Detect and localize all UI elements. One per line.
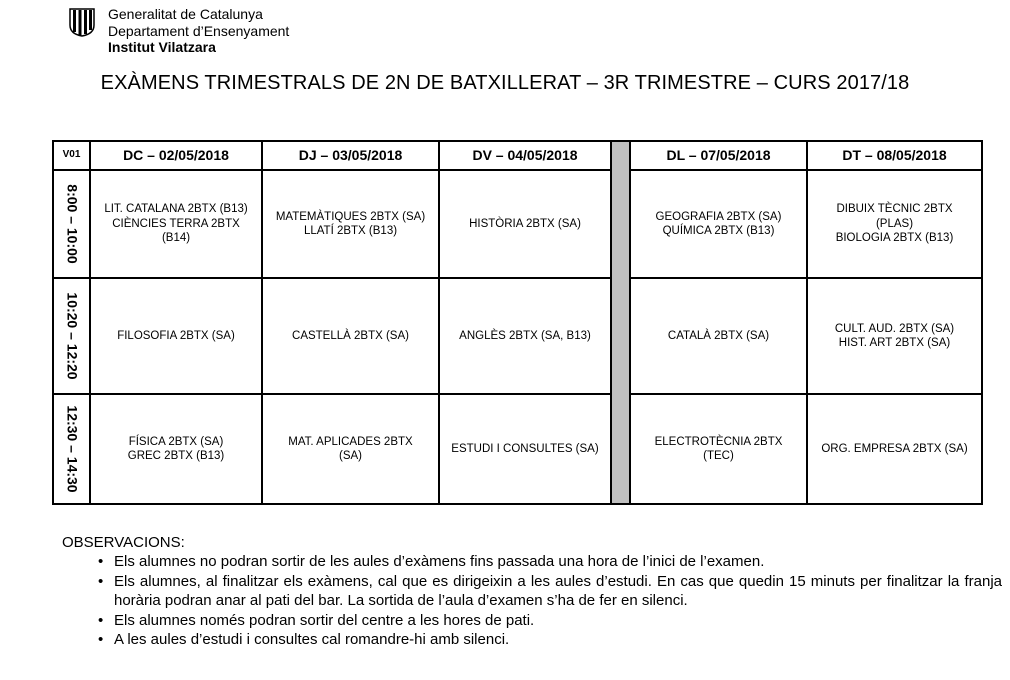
exam-line: ANGLÈS 2BTX (SA, B13) bbox=[459, 329, 591, 342]
exam-cell bbox=[262, 170, 439, 278]
exam-cell bbox=[630, 394, 807, 504]
generalitat-logo-icon bbox=[68, 7, 96, 37]
organization-block bbox=[108, 6, 289, 56]
observations-title: OBSERVACIONS: bbox=[62, 534, 185, 551]
exam-line: LIT. CATALANA 2BTX (B13) bbox=[104, 203, 248, 216]
list-item: • Els alumnes només podran sortir del centre a les hores de pati. bbox=[114, 611, 1002, 631]
exam-line: MAT. APLICADES 2BTX bbox=[288, 435, 413, 448]
exam-line: CIÈNCIES TERRA 2BTX bbox=[112, 217, 240, 230]
page-title: EXÀMENS TRIMESTRALS DE 2N DE BATXILLERAT – 3R TRIMESTRE – CURS 2017/18 bbox=[100, 72, 910, 94]
exam-line: CATALÀ 2BTX (SA) bbox=[667, 329, 770, 342]
exam-cell bbox=[630, 170, 807, 278]
org-name: Generalitat de Catalunya bbox=[108, 6, 263, 22]
time-slot-label: 12:30 – 14:30 bbox=[63, 405, 80, 493]
version-code: V01 bbox=[53, 141, 90, 170]
exam-line: FILOSOFIA 2BTX (SA) bbox=[117, 329, 235, 342]
exam-line: ORG. EMPRESA 2BTX (SA) bbox=[821, 442, 968, 455]
time-slot-cell bbox=[53, 170, 90, 278]
table-row bbox=[53, 278, 982, 394]
day-header: DJ – 03/05/2018 bbox=[262, 141, 439, 170]
exam-line: (SA) bbox=[339, 450, 362, 462]
time-slot-label: 10:20 – 12:20 bbox=[63, 292, 80, 380]
day-header: DT – 08/05/2018 bbox=[807, 141, 982, 170]
exam-line: BIOLOGIA 2BTX (B13) bbox=[835, 232, 954, 245]
time-slot-label: 8:00 – 10:00 bbox=[63, 184, 80, 264]
day-header: DV – 04/05/2018 bbox=[439, 141, 611, 170]
weekend-separator bbox=[611, 141, 630, 504]
exam-line: (B14) bbox=[161, 232, 191, 245]
observations-list bbox=[84, 552, 1002, 650]
time-slot-cell bbox=[53, 394, 90, 504]
exam-cell bbox=[439, 278, 611, 394]
list-item: • Els alumnes, al finalitzar els exàmens, cal que es dirigeixin a les aules d’estudi. En cas que quedin 15 minuts per finalitzar la franja horària podran anar al pati del bar. La sortida de l’aula d’examen s’ha de fer en silenci. bbox=[114, 572, 1002, 611]
day-header: DC – 02/05/2018 bbox=[90, 141, 262, 170]
exam-cell bbox=[90, 170, 262, 278]
exam-cell bbox=[262, 278, 439, 394]
exam-cell bbox=[262, 394, 439, 504]
exam-line: LLATÍ 2BTX (B13) bbox=[303, 225, 398, 237]
exam-line: MATEMÀTIQUES 2BTX (SA) bbox=[275, 210, 426, 223]
exam-line: CULT. AUD. 2BTX (SA) bbox=[834, 322, 955, 335]
table-row bbox=[53, 170, 982, 278]
exam-line: GREC 2BTX (B13) bbox=[127, 450, 225, 462]
school-name: Institut Vilatzara bbox=[108, 39, 216, 55]
exam-cell bbox=[807, 394, 982, 504]
exam-line: DIBUIX TÈCNIC 2BTX bbox=[836, 203, 953, 216]
exam-cell bbox=[630, 278, 807, 394]
table-header-row bbox=[53, 141, 982, 170]
department-name: Departament d’Ensenyament bbox=[108, 22, 290, 39]
exam-line: (TEC) bbox=[703, 450, 734, 462]
exam-cell bbox=[439, 394, 611, 504]
exam-cell bbox=[90, 394, 262, 504]
exam-line: FÍSICA 2BTX (SA) bbox=[128, 435, 224, 448]
list-item: • A les aules d’estudi i consultes cal romandre-hi amb silenci. bbox=[114, 630, 1002, 650]
time-slot-cell bbox=[53, 278, 90, 394]
exam-cell bbox=[807, 278, 982, 394]
exam-cell bbox=[90, 278, 262, 394]
exam-cell bbox=[807, 170, 982, 278]
exam-line: GEOGRAFIA 2BTX (SA) bbox=[655, 210, 782, 223]
exam-line: HISTÒRIA 2BTX (SA) bbox=[469, 217, 581, 230]
exam-line: QUÍMICA 2BTX (B13) bbox=[662, 225, 775, 237]
day-header: DL – 07/05/2018 bbox=[630, 141, 807, 170]
exam-line: ESTUDI I CONSULTES (SA) bbox=[451, 442, 599, 455]
exam-line: HIST. ART 2BTX (SA) bbox=[838, 337, 951, 349]
exam-line: (PLAS) bbox=[875, 217, 914, 230]
exam-schedule-table bbox=[52, 140, 983, 505]
exam-line: ELECTROTÈCNIA 2BTX bbox=[654, 435, 783, 448]
exam-line: CASTELLÀ 2BTX (SA) bbox=[292, 329, 409, 342]
table-row bbox=[53, 394, 982, 504]
exam-cell bbox=[439, 170, 611, 278]
list-item: • Els alumnes no podran sortir de les aules d’exàmens fins passada una hora de l’inici de l’examen. bbox=[114, 552, 1002, 572]
